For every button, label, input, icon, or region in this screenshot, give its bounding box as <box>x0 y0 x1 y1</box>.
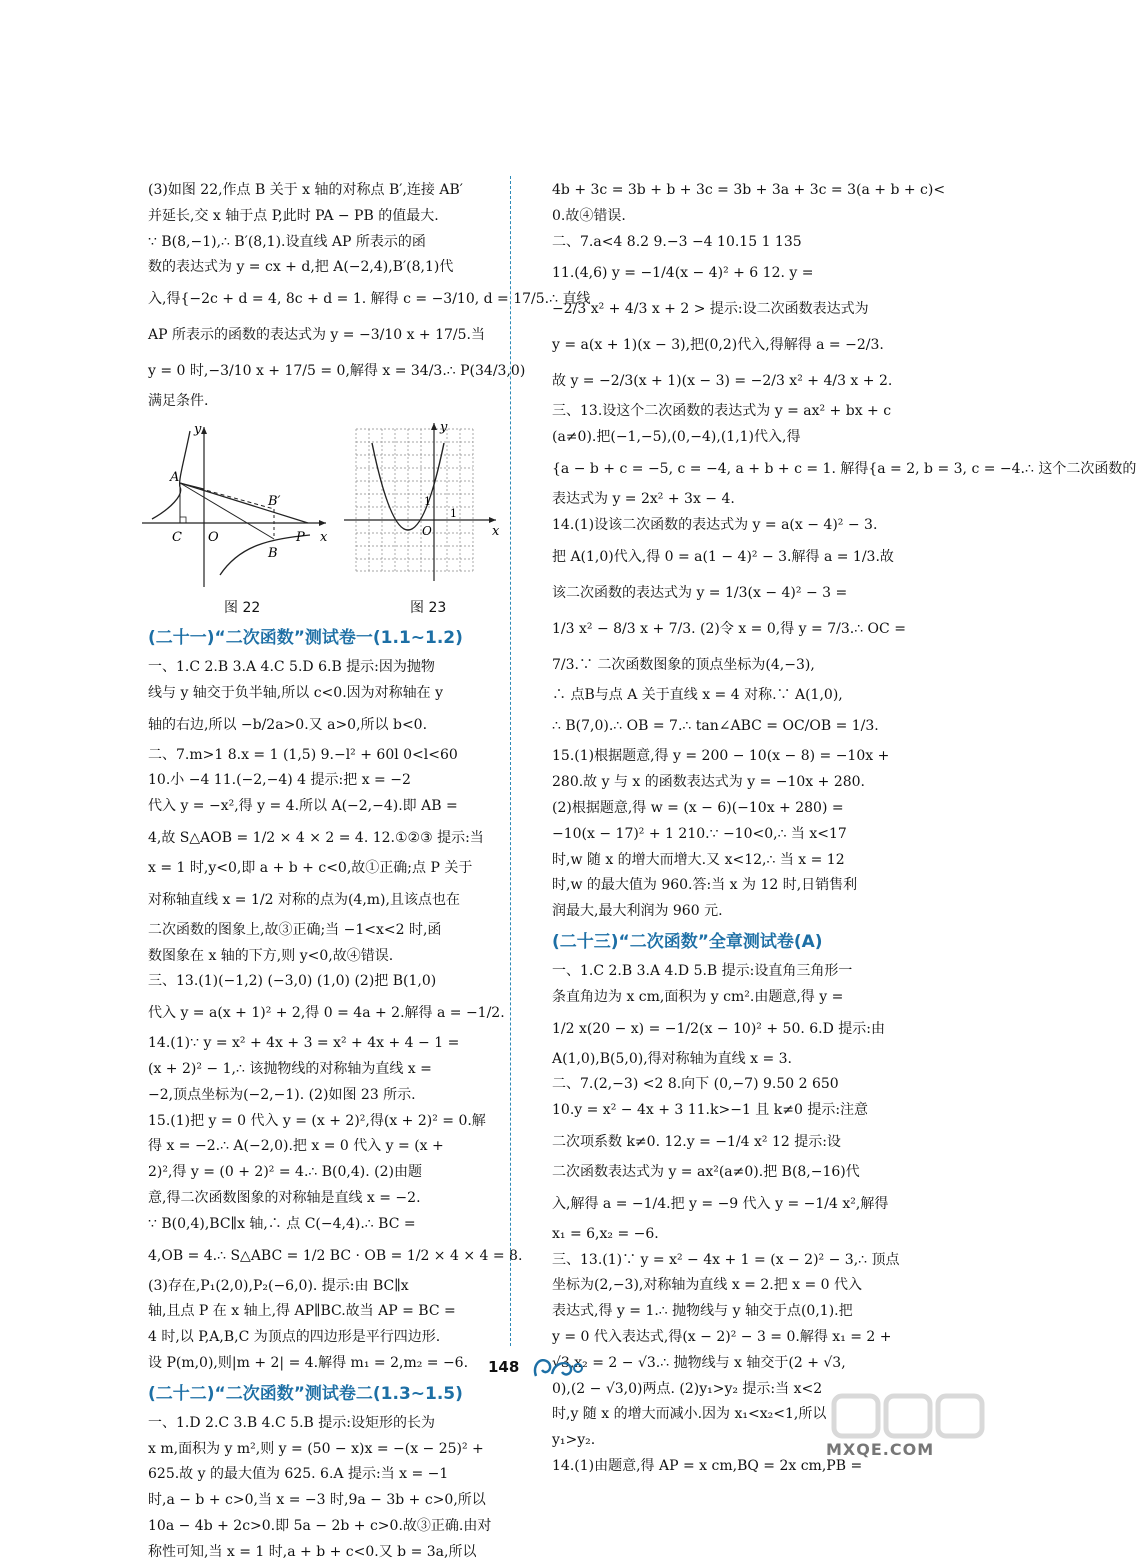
text-line: (a≠0).把(−1,−5),(0,−4),(1,1)代入,得 <box>552 429 801 446</box>
text-line: 并延长,交 x 轴于点 P,此时 PA − PB 的值最大. <box>148 207 439 224</box>
text-line: 15.(1)根据题意,得 y = 200 − 10(x − 8) = −10x + <box>552 748 890 765</box>
text-line: 14.(1)由题意,得 AP = x cm,BQ = 2x cm,PB = <box>552 1457 863 1474</box>
text-line: 625.故 y 的最大值为 625. 6.A 提示:当 x = −1 <box>148 1466 449 1483</box>
text-line: 4,OB = 4.∴ S△ABC = 1/2 BC · OB = 1/2 × 4 × 4 = 8. <box>148 1247 523 1264</box>
text-line: ∵ B(8,−1),∴ B′(8,1).设直线 AP 所表示的函 <box>148 233 426 250</box>
swirl-ornament-icon <box>530 1352 586 1382</box>
label-O: O <box>208 529 219 545</box>
text-line: −10(x − 17)² + 1 210.∵ −10<0,∴ 当 x<17 <box>552 825 847 842</box>
text-line: ∵ B(0,4),BC∥x 轴,∴ 点 C(−4,4).∴ BC = <box>148 1215 416 1232</box>
section-22 <box>148 1411 518 1566</box>
text-line: AP 所表示的函数的表达式为 y = −3/10 x + 17/5.当 <box>148 327 486 344</box>
text-line: √3,x₂ = 2 − √3.∴ 抛物线与 x 轴交于(2 + √3, <box>552 1354 846 1371</box>
text-line: 坐标为(2,−3),对称轴为直线 x = 2.把 x = 0 代入 <box>552 1277 863 1294</box>
figure-23-caption: 图 23 <box>410 599 447 616</box>
text-line: 数图象在 x 轴的下方,则 y<0,故④错误. <box>148 947 394 964</box>
text-line: 二次函数表达式为 y = ax²(a≠0).把 B(8,−16)代 <box>552 1163 860 1180</box>
text-line: 10a − 4b + 2c>0.即 5a − 2b + c>0.故③正确.由对 <box>148 1517 492 1534</box>
text-line: (x + 2)² − 1,∴ 该抛物线的对称轴为直线 x = <box>148 1060 432 1077</box>
text-line: 表达式为 y = 2x² + 3x − 4. <box>552 490 735 507</box>
text-line: 代入 y = −x²,得 y = 4.所以 A(−2,−4).即 AB = <box>148 798 458 815</box>
text-line: 三、13.(1)∵ y = x² − 4x + 1 = (x − 2)² − 3,∴ 顶点 <box>552 1251 900 1268</box>
figure-23 <box>336 421 506 593</box>
text-line: 时,a − b + c>0,当 x = −3 时,9a − 3b + c>0,所以 <box>148 1492 486 1509</box>
text-line: 故 y = −2/3(x + 1)(x − 3) = −2/3 x² + 4/3 x + 2. <box>552 373 893 390</box>
text-line: {a − b + c = −5, c = −4, a + b + c = 1. 解得{a = 2, b = 3, c = −4.∴ 这个二次函数的 <box>552 460 1136 477</box>
watermark-text: MXQE.COM <box>826 1440 935 1459</box>
text-line: 三、13.(1)(−1,2) (−3,0) (1,0) (2)把 B(1,0) <box>148 973 437 990</box>
text-line: y = 0 代入表达式,得(x − 2)² − 3 = 0.解得 x₁ = 2 + <box>552 1328 892 1345</box>
text-line: 二、7.m>1 8.x = 1 (1,5) 9.−l² + 60l 0<l<60 <box>148 746 458 763</box>
label-y: y <box>440 419 448 435</box>
text-line: 1/2 x(20 − x) = −1/2(x − 10)² + 50. 6.D 提示:由 <box>552 1020 886 1037</box>
text-line: 时,y 随 x 的增大而减小.因为 x₁<x₂<1,所以 <box>552 1406 827 1423</box>
text-line: 二、7.a<4 8.2 9.−3 −4 10.15 1 135 <box>552 233 802 250</box>
label-B: B <box>268 545 278 561</box>
text-line: 4b + 3c = 3b + b + 3c = 3b + 3a + 3c = 3(a + b + c)< <box>552 182 946 198</box>
label-Bprime: B′ <box>268 493 281 509</box>
text-line: ∴ 点B与点 A 关于直线 x = 4 对称.∵ A(1,0), <box>552 686 843 703</box>
text-line: 二次项系数 k≠0. 12.y = −1/4 x² 12 提示:设 <box>552 1133 841 1150</box>
text-line: x m,面积为 y m²,则 y = (50 − x)x = −(x − 25)² + <box>148 1440 484 1457</box>
text-line: 线与 y 轴交于负半轴,所以 c<0.因为对称轴在 y <box>148 684 443 701</box>
text-line: 三、13.设这个二次函数的表达式为 y = ax² + bx + c <box>552 403 892 420</box>
text-line: y = a(x + 1)(x − 3),把(0,2)代入,得解得 a = −2/3. <box>552 337 884 354</box>
text-line: (3)存在,P₁(2,0),P₂(−6,0). 提示:由 BC∥x <box>148 1277 409 1294</box>
text-line: 0),(2 − √3,0)两点. (2)y₁>y₂ 提示:当 x<2 <box>552 1380 823 1397</box>
text-line: 得 x = −2.∴ A(−2,0).把 x = 0 代入 y = (x + <box>148 1138 444 1155</box>
text-line: 一、1.C 2.B 3.A 4.D 5.B 提示:设直角三角形一 <box>552 962 853 979</box>
label-A: A <box>170 469 180 485</box>
text-line: 时,w 的最大值为 960.答:当 x 为 12 时,日销售利 <box>552 877 858 894</box>
text-line: 一、1.C 2.B 3.A 4.C 5.D 6.B 提示:因为抛物 <box>148 658 435 675</box>
label-C: C <box>172 529 182 545</box>
text-line: 该二次函数的表达式为 y = 1/3(x − 4)² − 3 = <box>552 584 848 601</box>
section-heading-23: (二十三)“二次函数”全章测试卷(A) <box>552 931 823 952</box>
label-P: P <box>296 529 305 545</box>
text-line: −2,顶点坐标为(−2,−1). (2)如图 23 所示. <box>148 1086 416 1103</box>
page-number: 148 <box>488 1358 520 1376</box>
text-line: x = 1 时,y<0,即 a + b + c<0,故①正确;点 P 关于 <box>148 859 473 876</box>
section-22-continued <box>552 178 1136 925</box>
text-line: 满足条件. <box>148 393 209 410</box>
figures-row <box>148 421 518 615</box>
text-line: −2/3 x² + 4/3 x + 2 > 提示:设二次函数表达式为 <box>552 301 869 318</box>
text-line: (3)如图 22,作点 B 关于 x 轴的对称点 B′,连接 AB′ <box>148 182 463 198</box>
text-line: 11.(4,6) y = −1/4(x − 4)² + 6 12. y = <box>552 265 814 282</box>
text-line: 二次函数的图象上,故③正确;当 −1<x<2 时,函 <box>148 921 442 938</box>
text-line: 数的表达式为 y = cx + d,把 A(−2,4),B′(8,1)代 <box>148 259 454 276</box>
text-line: 4,故 S△AOB = 1/2 × 4 × 2 = 4. 12.①②③ 提示:当 <box>148 829 484 846</box>
text-line: 把 A(1,0)代入,得 0 = a(1 − 4)² − 3.解得 a = 1/3.故 <box>552 548 894 565</box>
text-line: 14.(1)设该二次函数的表达式为 y = a(x − 4)² − 3. <box>552 516 878 533</box>
text-line: x₁ = 6,x₂ = −6. <box>552 1225 659 1242</box>
label-one-y: 1 <box>424 494 431 508</box>
text-line: 轴,且点 P 在 x 轴上,得 AP∥BC.故当 AP = BC = <box>148 1303 456 1320</box>
right-column <box>552 178 1136 1480</box>
text-line: 表达式,得 y = 1.∴ 抛物线与 y 轴交于点(0,1).把 <box>552 1303 853 1320</box>
section-heading-22: (二十二)“二次函数”测试卷二(1.3~1.5) <box>148 1383 463 1404</box>
text-line: 280.故 y 与 x 的函数表达式为 y = −10x + 280. <box>552 774 866 791</box>
text-line: 一、1.D 2.C 3.B 4.C 5.B 提示:设矩形的长为 <box>148 1414 435 1431</box>
section-heading-21: (二十一)“二次函数”测试卷一(1.1~1.2) <box>148 627 463 648</box>
text-line: 入,解得 a = −1/4.把 y = −9 代入 y = −1/4 x²,解得 <box>552 1195 889 1212</box>
label-x: x <box>492 523 500 539</box>
text-line: 入,得{−2c + d = 4, 8c + d = 1. 解得 c = −3/10, d = 17/5.∴ 直线 <box>148 291 591 308</box>
text-line: 14.(1)∵ y = x² + 4x + 3 = x² + 4x + 4 − 1 = <box>148 1035 460 1052</box>
text-line: 轴的右边,所以 −b/2a>0.又 a>0,所以 b<0. <box>148 716 428 733</box>
text-line: 7/3.∵ 二次函数图象的顶点坐标为(4,−3), <box>552 656 815 673</box>
text-line: y₁>y₂. <box>552 1432 596 1449</box>
label-O: O <box>422 523 432 538</box>
section-21 <box>148 655 523 1377</box>
text-line: 意,得二次函数图象的对称轴是直线 x = −2. <box>148 1189 421 1206</box>
text-line: 时,w 随 x 的增大而增大.又 x<12,∴ 当 x = 12 <box>552 851 845 868</box>
text-line: (2)根据题意,得 w = (x − 6)(−10x + 280) = <box>552 799 844 816</box>
text-line: 条直角边为 x cm,面积为 y cm².由题意,得 y = <box>552 988 844 1005</box>
label-x: x <box>320 529 328 545</box>
text-line: 对称轴直线 x = 1/2 对称的点为(4,m),且该点也在 <box>148 891 460 908</box>
text-line: ∴ B(7,0).∴ OB = 7.∴ tan∠ABC = OC/OB = 1/3. <box>552 718 879 735</box>
label-y: y <box>194 421 202 437</box>
text-line: A(1,0),B(5,0),得对称轴为直线 x = 3. <box>552 1050 793 1067</box>
text-line: 15.(1)把 y = 0 代入 y = (x + 2)²,得(x + 2)² = 0.解 <box>148 1112 486 1129</box>
text-line: 10.小 −4 11.(−2,−4) 4 提示:把 x = −2 <box>148 772 411 789</box>
text-line: 称性可知,当 x = 1 时,a + b + c<0.又 b = 3a,所以 <box>148 1543 477 1560</box>
text-line: 设 P(m,0),则|m + 2| = 4.解得 m₁ = 2,m₂ = −6. <box>148 1354 469 1371</box>
text-line: 1/3 x² − 8/3 x + 7/3. (2)令 x = 0,得 y = 7/3.∴ OC = <box>552 620 906 637</box>
text-line: 代入 y = a(x + 1)² + 2,得 0 = 4a + 2.解得 a = −1/2. <box>148 1005 505 1022</box>
text-line: 2)²,得 y = (0 + 2)² = 4.∴ B(0,4). (2)由题 <box>148 1164 422 1181</box>
text-line: 0.故④错误. <box>552 207 626 224</box>
text-line: 二、7.(2,−3) <2 8.向下 (0,−7) 9.50 2 650 <box>552 1076 839 1093</box>
text-line: 4 时,以 P,A,B,C 为顶点的四边形是平行四边形. <box>148 1329 441 1346</box>
label-one-x: 1 <box>450 506 457 520</box>
figure-22 <box>140 421 332 593</box>
figure-22-caption: 图 22 <box>224 599 261 616</box>
text-line: 润最大,最大利润为 960 元. <box>552 903 723 920</box>
text-line: 10.y = x² − 4x + 3 11.k>−1 且 k≠0 提示:注意 <box>552 1102 869 1119</box>
text-line: y = 0 时,−3/10 x + 17/5 = 0,解得 x = 34/3.∴ P(34/3,0) <box>148 363 526 380</box>
